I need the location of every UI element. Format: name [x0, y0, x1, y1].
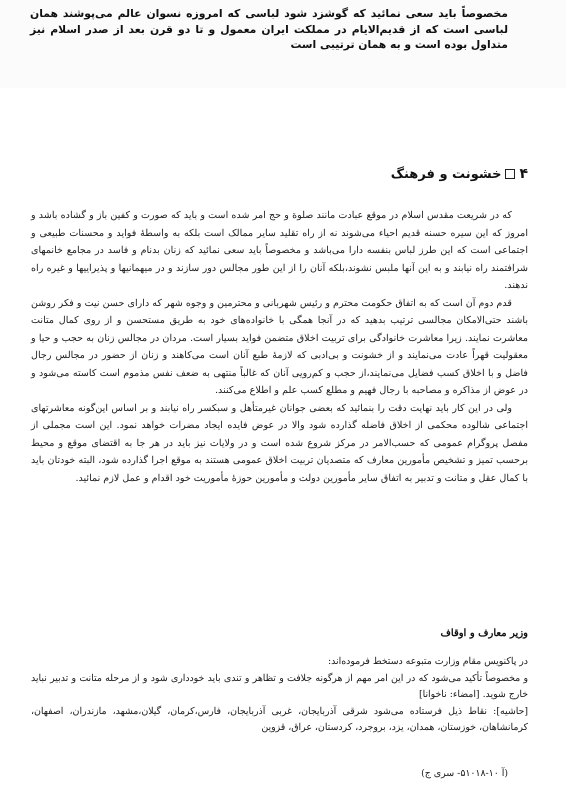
- top-paragraph: مخصوصاً باید سعی نمائید که گوشزد شود لباسی که امروزه نسوان عالم می‌پوشند همان لباسی است که از قدیم‌الایام در مملکت ایران معمول و تا دو قرن بعد از صدر اسلام نیز متداول بوده است و به همان ترتیبی است: [30, 7, 508, 51]
- circular-line: در پاکنویس مقام وزارت متبوعه دستخط فرموده‌اند:: [327, 656, 528, 667]
- circular-note: [31, 654, 528, 737]
- circular-line: و مخصوصاً تأکید می‌شود که در این امر مهم از هرگونه جلافت و تظاهر و تندی باید خودداری شود و از مرحله متانت و تدبیر نباید خارج شوید. [امضاء: ناخوانا]: [31, 672, 528, 700]
- circular-line: [حاشیه]: نقاط ذیل فرستاده می‌شود شرقی آذربایجان، غربی آذربایجان، فارس،کرمان، گیلان،مشهد، مازندران، اصفهان، کرمانشاهان، خوزستان، همدان، یزد، بروجرد، کردستان، عراق، قزوین: [31, 705, 528, 733]
- paragraph: قدم دوم آن است که به اتفاق حکومت محترم و رئیس شهربانی و محترمین و وجوه شهر که دارای حسن نیت و فکر روشن باشند حتی‌الامکان مجالسی ترتیب بدهید که در آنجا همگی با خانواده‌های خود به طریق مستحسن و از روی کمال متانت معاشرت نمایند. زیرا معاشرت خانوادگی برای تربیت اخلاق متضمن فواید بسیار است. مردان در مجالس زنان به حجب و حیا و معقولیت قهراً عادت می‌نمایند و از خشونت و بی‌ادبی که لازمهٔ طبع آنان است می‌کاهند و زنان از حضور در مجالس رجال فاضل و با اخلاق کسب فضایل می‌نمایند،از حجب و کم‌رویی آنان که غالباً منتهی به ضعف نفس مذموم است کاسته می‌شود و در عوض از مذاکره و مصاحبه با رجال فهیم و مطلع کسب علم و اطلاع می‌کنند.: [31, 297, 528, 396]
- paragraph: ولی در این کار باید نهایت دقت را بنمائید که بعضی جوانان غیرمتأهل و سبکسر راه نیابند و بر اساس این‌گونه معاشرتهای اجتماعی شالوده محکمی از اخلاق فاضله گذارده شود والا در عوض فایده ایجاد مضرات خواهد نمود. این است مجملی از مفصل پروگرام عمومی که حسب‌الامر در مرکز شروع شده است و در ولایات نیز باید در هر جا به اقتضای موقع و محیط برحسب تمیز و تشخیص مأمورین معارف که متصدیان تربیت اخلاق عمومی هستند به موقع اجرا گذارده شود، البته خودتان باید با کمال عقل و متانت و تدبیر به اتفاق سایر مأمورین دولت و مأمورین حوزهٔ مأموریت خود اقدام و عمل لازم نمائید.: [31, 402, 528, 484]
- signer-title: وزیر معارف و اوقاف: [440, 628, 528, 639]
- body-text: [31, 207, 528, 487]
- section-title: خشونت و فرهنگ: [390, 166, 502, 182]
- section-number: ۴: [519, 166, 528, 182]
- paragraph: که در شریعت مقدس اسلام در موقع عبادت مانند صلوة و حج امر شده است و باید که صورت و کفین باز و گشاده باشد و امروز که این سیره حسنه قدیم احیاء می‌شوند نه از راه تقلید سایر ممالک است بلکه به واسطهٔ فواید و محسنات طبیعی و اجتماعی است که این طرز لباس بنفسه دارا می‌باشد و مخصوصاً باید سعی نمائید که زنان بدنام و فاسد در مجامع خانمهای شرافتمند راه نیابند و به این آنها ملبس نشوند،بلکه آنان را از این طور مجالس دور سازند و در میهمانیها و پذیراییها و غیره راه ندهند.: [31, 210, 528, 291]
- section-heading: [391, 166, 528, 182]
- archive-reference: (آ ۱۰-۵۱۰۱۸- سری ج): [421, 768, 508, 779]
- previous-page-excerpt: [0, 0, 566, 88]
- square-bullet-icon: [505, 169, 515, 179]
